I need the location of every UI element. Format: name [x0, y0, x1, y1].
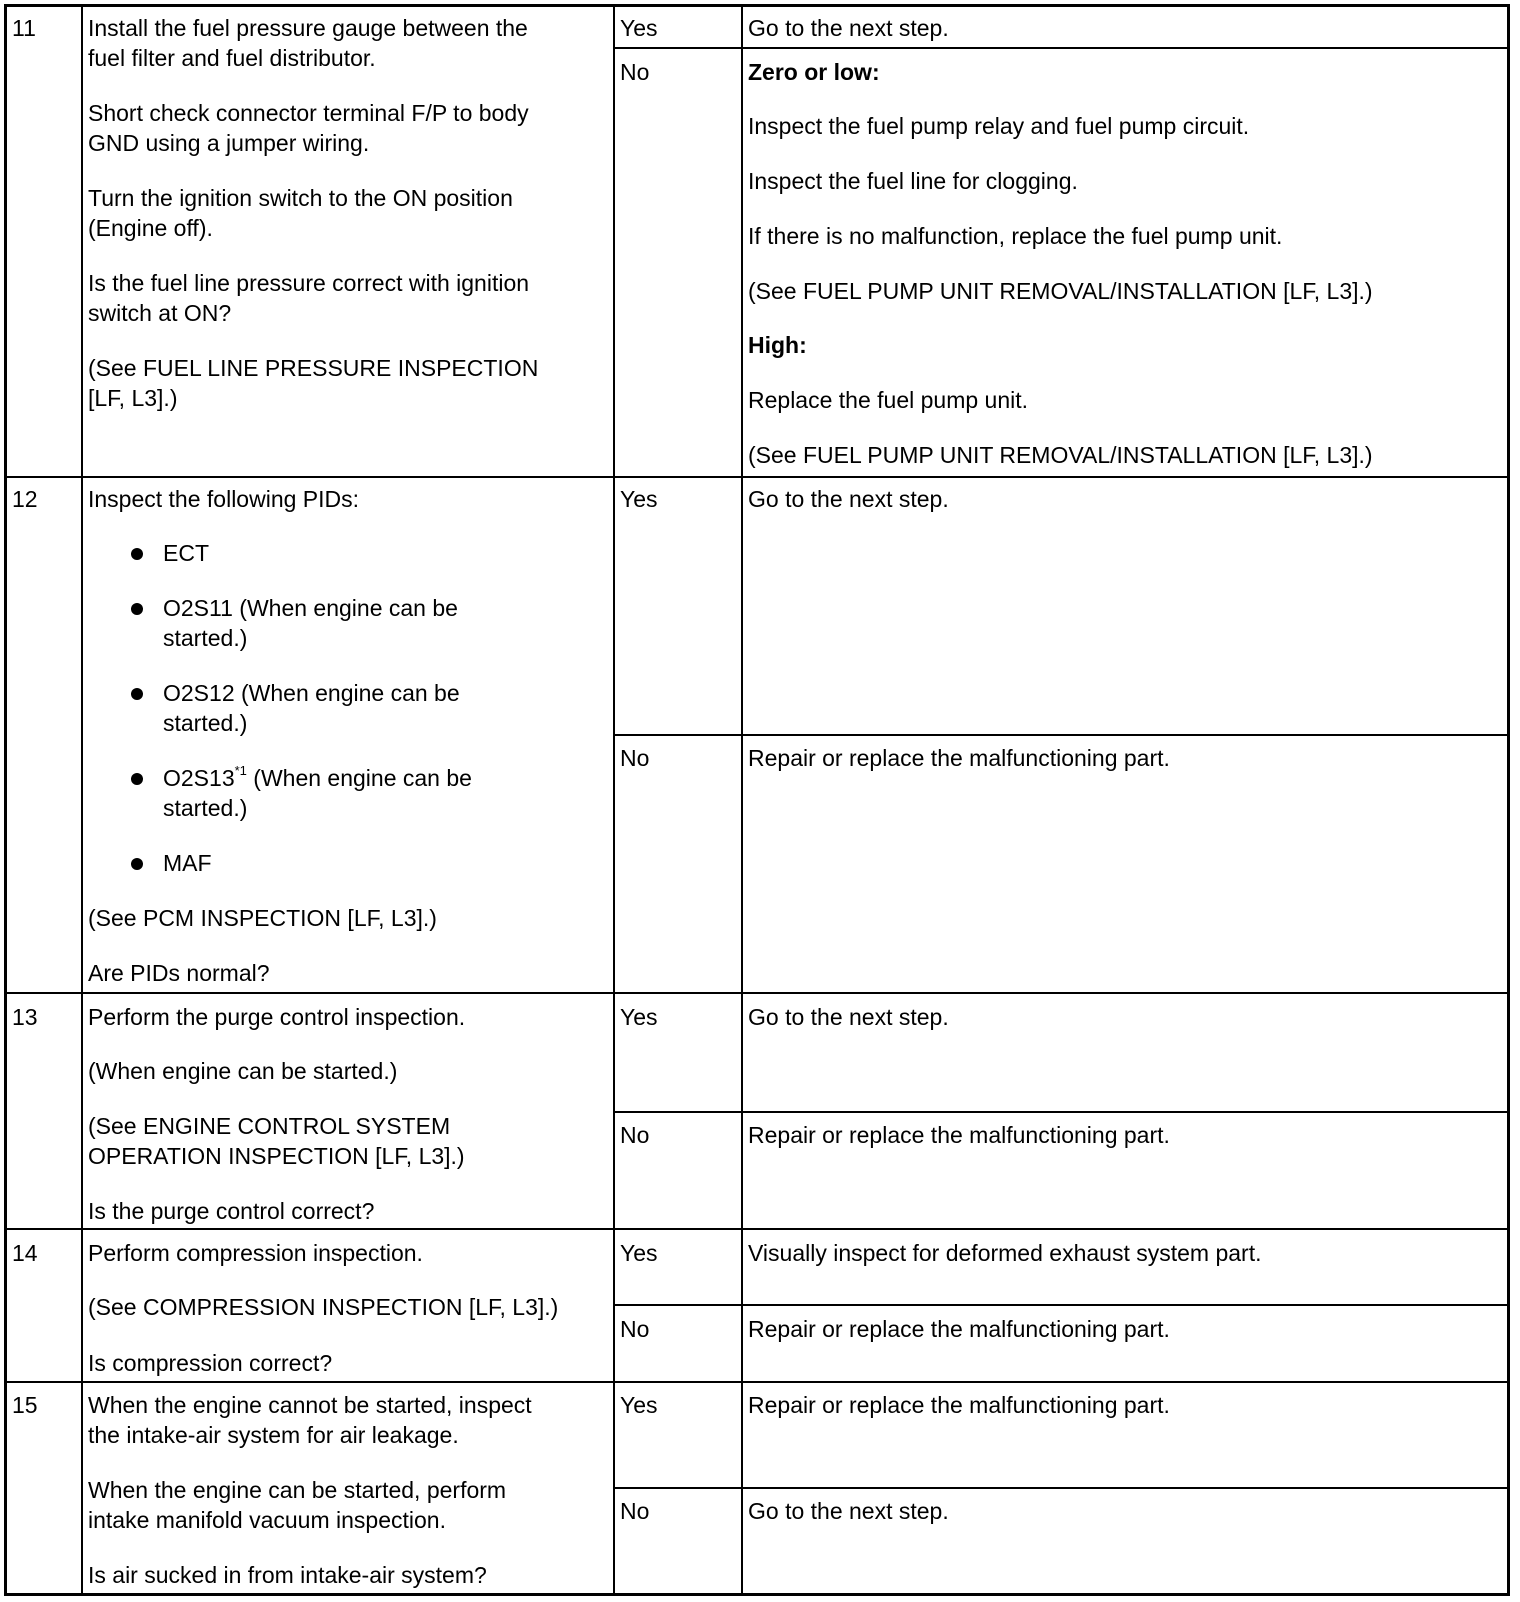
action-line: Is compression correct?: [88, 1350, 333, 1376]
action-line: Perform the purge control inspection.: [88, 1004, 466, 1030]
action-line: Turn the ignition switch to the ON position: [88, 185, 513, 211]
bullet-icon: [131, 603, 143, 615]
bullet-item-text: O2S13: [163, 765, 235, 791]
row-divider: [4, 1228, 1510, 1230]
action-line: Is the fuel line pressure correct with ignition: [88, 270, 530, 296]
action-line: fuel filter and fuel distributor.: [88, 45, 376, 71]
no-label: No: [620, 1122, 650, 1148]
bullet-item-text: (When engine can be: [246, 765, 472, 791]
yes-label: Yes: [620, 1240, 658, 1266]
yes-result: Visually inspect for deformed exhaust system part.: [748, 1240, 1262, 1266]
action-line: Is the purge control correct?: [88, 1198, 375, 1224]
action-line: (When engine can be started.): [88, 1058, 398, 1084]
step-number: 15: [12, 1392, 38, 1418]
no-result-heading: Zero or low:: [748, 59, 880, 85]
action-line: (See FUEL LINE PRESSURE INSPECTION: [88, 355, 539, 381]
no-result: Repair or replace the malfunctioning part.: [748, 745, 1170, 771]
action-line: When the engine can be started, perform: [88, 1477, 507, 1503]
action-line: Are PIDs normal?: [88, 960, 270, 986]
table-border-left: [4, 4, 7, 1596]
action-line: Install the fuel pressure gauge between the: [88, 15, 528, 41]
row-divider: [4, 992, 1510, 994]
action-line: OPERATION INSPECTION [LF, L3].): [88, 1143, 465, 1169]
no-result-line: (See FUEL PUMP UNIT REMOVAL/INSTALLATION [LF, L3].): [748, 278, 1373, 304]
step-number: 12: [12, 486, 38, 512]
no-label: No: [620, 59, 650, 85]
action-line: the intake-air system for air leakage.: [88, 1422, 459, 1448]
table-border-right: [1507, 4, 1510, 1596]
bullet-icon: [131, 773, 143, 785]
yes-result: Go to the next step.: [748, 486, 949, 512]
yes-result: Go to the next step.: [748, 1004, 949, 1030]
no-result-heading: High:: [748, 332, 807, 358]
bullet-item: started.): [163, 710, 248, 736]
no-result-line: (See FUEL PUMP UNIT REMOVAL/INSTALLATION [LF, L3].): [748, 442, 1373, 468]
action-line: switch at ON?: [88, 300, 232, 326]
yes-label: Yes: [620, 1004, 658, 1030]
yes-result: Repair or replace the malfunctioning part.: [748, 1392, 1170, 1418]
no-result-line: Replace the fuel pump unit.: [748, 387, 1029, 413]
no-label: No: [620, 1316, 650, 1342]
yes-no-divider: [613, 47, 1510, 49]
no-result-line: If there is no malfunction, replace the fuel pump unit.: [748, 223, 1283, 249]
action-line: Is air sucked in from intake-air system?: [88, 1562, 487, 1588]
footnote-marker: *1: [234, 763, 247, 779]
no-result: Repair or replace the malfunctioning part.: [748, 1122, 1170, 1148]
column-divider-step: [81, 4, 83, 1596]
yes-label: Yes: [620, 1392, 658, 1418]
yes-no-divider: [613, 1111, 1510, 1113]
step-number: 13: [12, 1004, 38, 1030]
action-line: intake manifold vacuum inspection.: [88, 1507, 446, 1533]
action-line: (See COMPRESSION INSPECTION [LF, L3].): [88, 1294, 559, 1320]
yes-result: Go to the next step.: [748, 15, 949, 41]
row-divider: [4, 1381, 1510, 1383]
yes-label: Yes: [620, 15, 658, 41]
action-line: (See PCM INSPECTION [LF, L3].): [88, 905, 437, 931]
yes-no-divider: [613, 1304, 1510, 1306]
action-line: GND using a jumper wiring.: [88, 130, 370, 156]
action-line: (See ENGINE CONTROL SYSTEM: [88, 1113, 451, 1139]
action-line: When the engine cannot be started, inspect: [88, 1392, 532, 1418]
no-label: No: [620, 745, 650, 771]
yes-no-divider: [613, 734, 1510, 736]
bullet-item: MAF: [163, 850, 212, 876]
no-result: Repair or replace the malfunctioning part.: [748, 1316, 1170, 1342]
bullet-icon: [131, 548, 143, 560]
bullet-icon: [131, 688, 143, 700]
step-number: 11: [12, 15, 36, 41]
yes-no-divider: [613, 1487, 1510, 1489]
no-label: No: [620, 1498, 650, 1524]
action-line: Perform compression inspection.: [88, 1240, 423, 1266]
column-divider-action: [613, 4, 615, 1596]
bullet-item: O2S11 (When engine can be: [163, 595, 458, 621]
action-line: Short check connector terminal F/P to body: [88, 100, 529, 126]
bullet-item: started.): [163, 795, 248, 821]
table-border-bottom: [4, 1593, 1510, 1596]
bullet-item: [163, 763, 472, 793]
row-divider: [4, 476, 1510, 478]
yes-label: Yes: [620, 486, 658, 512]
action-line: (Engine off).: [88, 215, 213, 241]
step-number: 14: [12, 1240, 38, 1266]
no-result-line: Inspect the fuel pump relay and fuel pump circuit.: [748, 113, 1250, 139]
action-line: [LF, L3].): [88, 385, 178, 411]
no-result: Go to the next step.: [748, 1498, 949, 1524]
bullet-item: ECT: [163, 540, 209, 566]
bullet-item: O2S12 (When engine can be: [163, 680, 460, 706]
bullet-item: started.): [163, 625, 248, 651]
action-line: Inspect the following PIDs:: [88, 486, 360, 512]
table-border-top: [4, 4, 1510, 7]
column-divider-answer: [741, 4, 743, 1596]
no-result-line: Inspect the fuel line for clogging.: [748, 168, 1078, 194]
bullet-icon: [131, 858, 143, 870]
